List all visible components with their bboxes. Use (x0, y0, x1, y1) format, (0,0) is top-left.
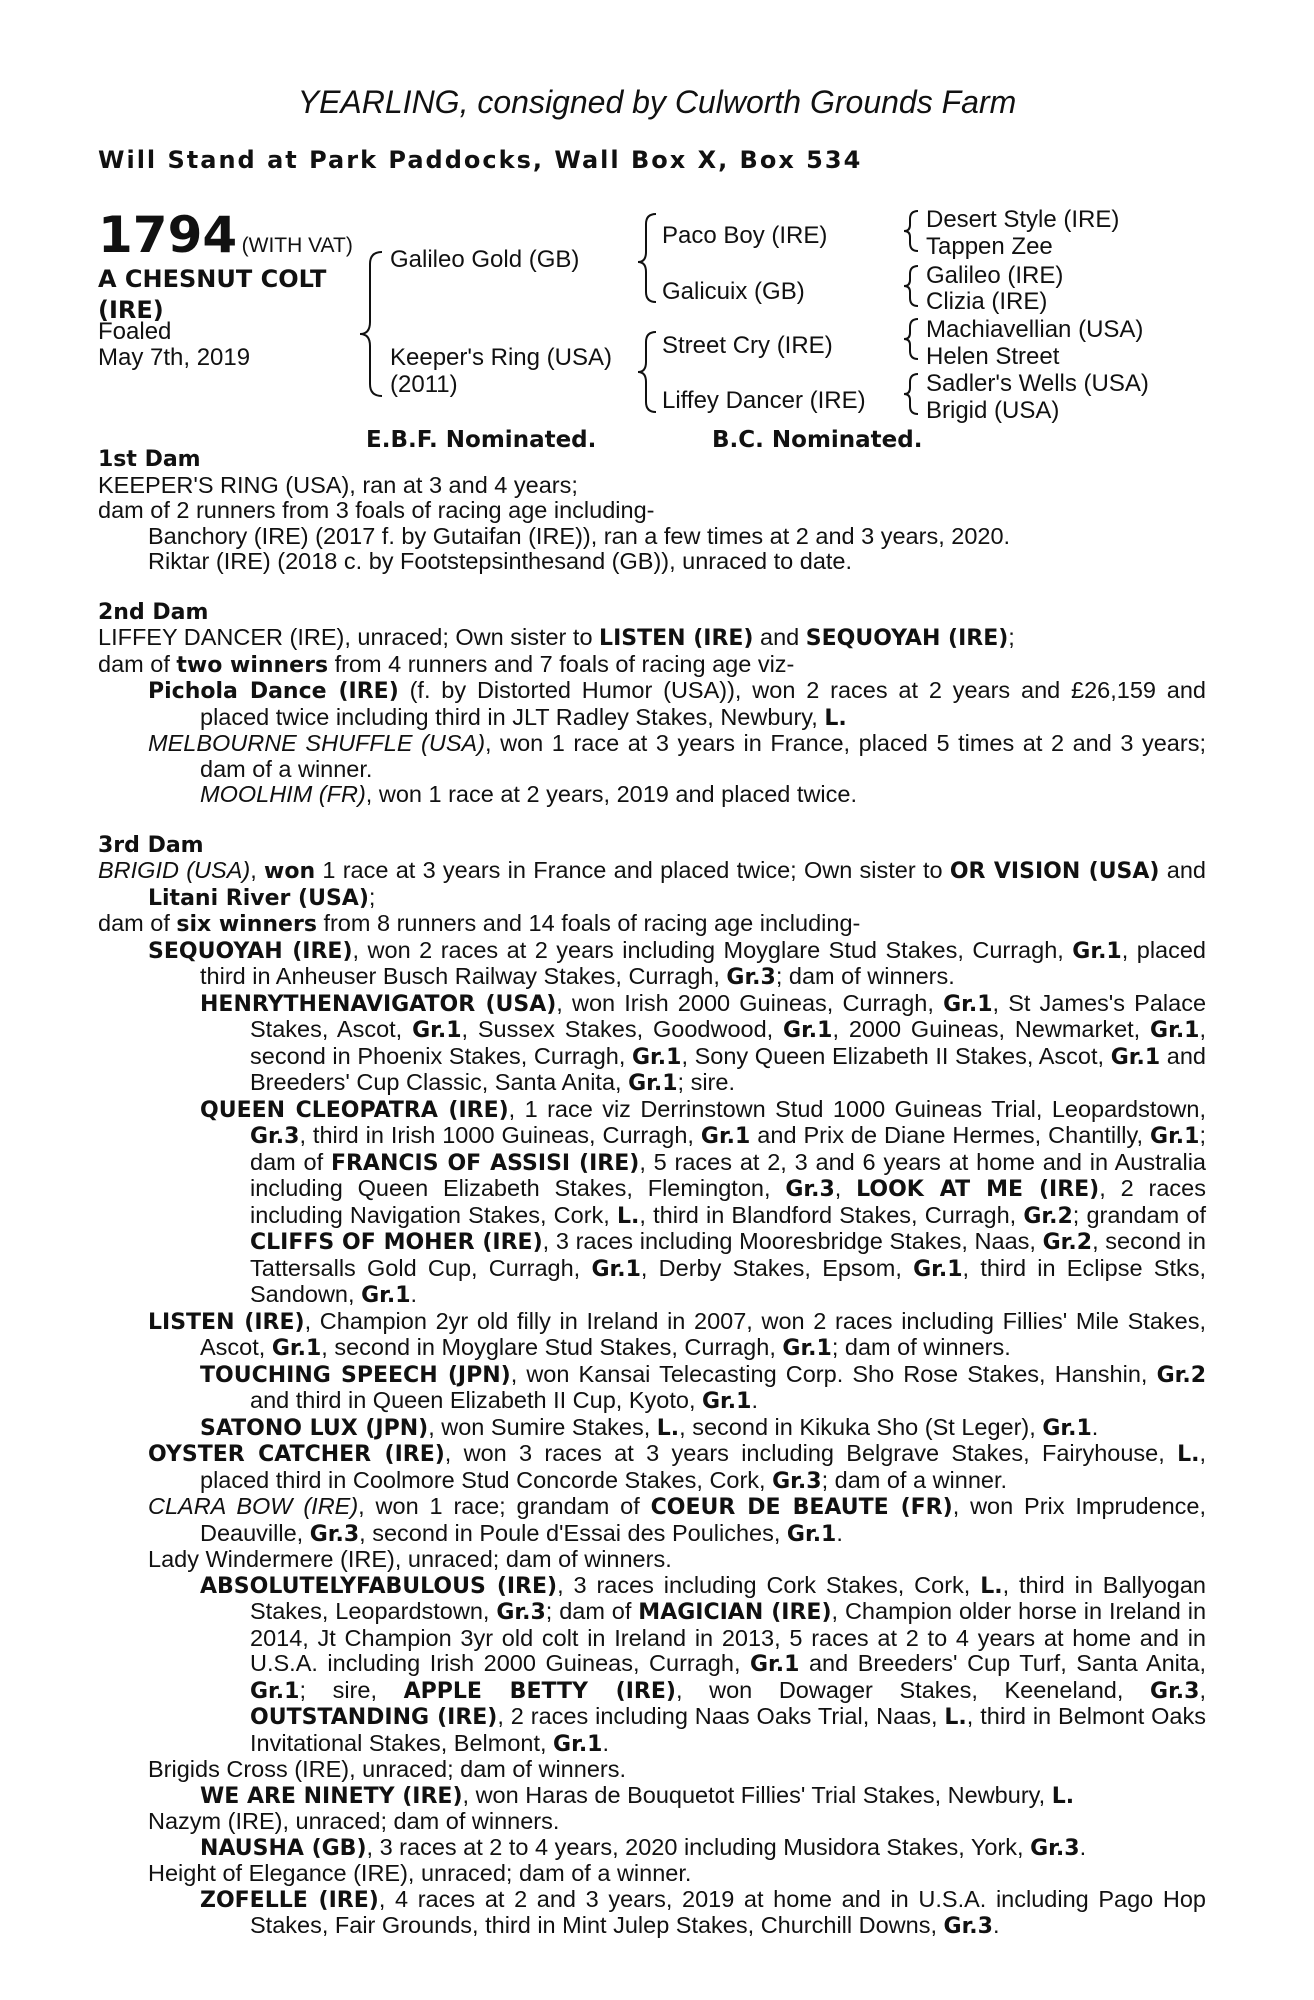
first-dam-line: KEEPER'S RING (USA), ran at 3 and 4 years; (98, 471, 578, 498)
pedigree-g3-8: Brigid (USA) (926, 397, 1060, 424)
produce-absolutelyfabulous: ABSOLUTELYFABULOUS (IRE), 3 races including Cork Stakes, Cork, L., third in Ballyogan Stakes, Leopardstown, Gr.3; dam of MAGICIAN (IRE), Champion older horse in Ireland in 2014, Jt Champion 3yr old colt in Ireland in 2013, 5 races at 2 to 4 years at home and in U.S.A. including Irish 2000 Guineas, Curragh, Gr.1 and Breeders' Cup Turf, Santa Anita, Gr.1; sire, APPLE BETTY (IRE), won Dowager Stakes, Keeneland, Gr.3, OUTSTANDING (IRE), 2 races including Naas Oaks Trial, Naas, L., third in Belmont Oaks Invitational Stakes, Belmont, Gr.1. (200, 1571, 1207, 1757)
pedigree-dam-dam: Liffey Dancer (IRE) (662, 387, 866, 414)
pedigree-g3-6: Helen Street (926, 343, 1060, 370)
produce-nausha: NAUSHA (GB), 3 races at 2 to 4 years, 2020 including Musidora Stakes, York, Gr.3. (200, 1833, 1087, 1861)
sire-brace (638, 214, 656, 302)
main-brace (360, 252, 382, 396)
produce-listen: LISTEN (IRE), Champion 2yr old filly in Ireland in 2007, won 2 races including Fillies' Mile Stakes, Ascot, Gr.1, second in Moyglare Stud Stakes, Curragh, Gr.1; dam of winners. (148, 1307, 1206, 1361)
produce-henrythenavigator: HENRYTHENAVIGATOR (USA), won Irish 2000 Guineas, Curragh, Gr.1, St James's Palace Stakes, Ascot, Gr.1, Sussex Stakes, Goodwood, Gr.1, 2000 Guineas, Newmarket, Gr.1, second in Phoenix Stakes, Curragh, Gr.1, Sony Queen Elizabeth II Stakes, Ascot, Gr.1 and Breeders' Cup Classic, Santa Anita, Gr.1; sire. (200, 989, 1207, 1096)
first-dam-foal: Riktar (IRE) (2018 c. by Footstepsinthesand (GB)), unraced to date. (148, 548, 853, 574)
pedigree-dam-year: (2011) (390, 371, 458, 398)
produce-clara-bow: CLARA BOW (IRE), won 1 race; grandam of COEUR DE BEAUTE (FR), won Prix Imprudence, Deauville, Gr.3, second in Poule d'Essai des Pouliches, Gr.1. (148, 1493, 1206, 1547)
foaled-label: Foaled (98, 318, 172, 345)
second-dam-produce: MOOLHIM (FR), won 1 race at 2 years, 2019 and placed twice. (200, 781, 857, 807)
pedigree-dam-sire: Street Cry (IRE) (662, 332, 833, 359)
first-dam-heading: 1st Dam (98, 447, 201, 472)
produce-sequoyah: SEQUOYAH (IRE), won 2 races at 2 years including Moyglare Stud Stakes, Curragh, Gr.1, placed third in Anheuser Busch Railway Stakes, Curragh, Gr.3; dam of winners. (148, 936, 1207, 990)
stand-location: Will Stand at Park Paddocks, Wall Box X, Box 534 (98, 146, 863, 174)
g3-brace-4 (904, 374, 918, 414)
second-dam-line: LIFFEY DANCER (IRE), unraced; Own sister to LISTEN (IRE) and SEQUOYAH (IRE); (98, 624, 1015, 651)
horse-origin: (IRE) (98, 296, 164, 324)
produce-nazym: Nazym (IRE), unraced; dam of winners. (148, 1808, 560, 1834)
dam-brace (638, 332, 656, 412)
third-dam-line: BRIGID (USA), won 1 race at 3 years in France and placed twice; Own sister to OR VISION (USA) and Litani River (USA); (98, 857, 1206, 911)
first-dam-foal: Banchory (IRE) (2017 f. by Gutaifan (IRE)), ran a few times at 2 and 3 years, 2020. (148, 522, 1011, 549)
g3-brace-3 (904, 319, 918, 359)
pedigree-g3-4: Clizia (IRE) (926, 288, 1048, 315)
third-dam-line: dam of six winners from 8 runners and 14 foals of racing age including- (98, 910, 861, 937)
pedigree-g3-1: Desert Style (IRE) (926, 206, 1120, 233)
first-dam-line: dam of 2 runners from 3 foals of racing age including- (98, 497, 655, 523)
produce-zofelle: ZOFELLE (IRE), 4 races at 2 and 3 years, 2019 at home and in U.S.A. including Pago Hop Stakes, Fair Grounds, third in Mint Julep Stakes, Churchill Downs, Gr.3. (200, 1885, 1207, 1939)
bc-nomination: B.C. Nominated. (712, 427, 923, 453)
dam-produce-record (98, 447, 1206, 1940)
consignment-title: YEARLING, consigned by Culworth Grounds Farm (297, 84, 1017, 120)
produce-we-are-ninety: WE ARE NINETY (IRE), won Haras de Bouquetot Fillies' Trial Stakes, Newbury, L. (200, 1781, 1075, 1809)
second-dam-line: dam of two winners from 4 runners and 7 foals of racing age viz- (98, 650, 795, 678)
vat-note: (WITH VAT) (241, 234, 353, 257)
pedigree-g3-2: Tappen Zee (926, 233, 1053, 260)
pedigree-g3-7: Sadler's Wells (USA) (926, 370, 1149, 397)
second-dam-produce: Pichola Dance (IRE) (f. by Distorted Humor (USA)), won 2 races at 2 years and £26,159 and placed twice including third in JLT Radley Stakes, Newbury, L. (148, 677, 1207, 731)
produce-oyster-catcher: OYSTER CATCHER (IRE), won 3 races at 3 years including Belgrave Stakes, Fairyhouse, L., placed third in Coolmore Stud Concorde Stakes, Cork, Gr.3; dam of a winner. (148, 1440, 1206, 1494)
horse-sex-color: A CHESNUT COLT (98, 265, 327, 293)
g3-brace-1 (904, 211, 918, 251)
pedigree-dam: Keeper's Ring (USA) (390, 344, 612, 371)
pedigree-g3-3: Galileo (IRE) (926, 262, 1064, 289)
lot-number: 1794 (98, 206, 238, 264)
pedigree-sire-sire: Paco Boy (IRE) (662, 222, 828, 249)
pedigree-sire-dam: Galicuix (GB) (662, 278, 805, 305)
produce-satono-lux: SATONO LUX (JPN), won Sumire Stakes, L., second in Kikuka Sho (St Leger), Gr.1. (200, 1413, 1099, 1441)
second-dam-produce: MELBOURNE SHUFFLE (USA), won 1 race at 3 years in France, placed 5 times at 2 and 3 years; dam of a winner. (148, 730, 1206, 782)
ebf-nomination: E.B.F. Nominated. (366, 427, 597, 453)
pedigree-sire: Galileo Gold (GB) (390, 246, 580, 273)
produce-touching-speech: TOUCHING SPEECH (JPN), won Kansai Telecasting Corp. Sho Rose Stakes, Hanshin, Gr.2 and third in Queen Elizabeth II Cup, Kyoto, Gr.1. (200, 1360, 1206, 1414)
pedigree-g3-5: Machiavellian (USA) (926, 316, 1144, 343)
foaled-date: May 7th, 2019 (98, 344, 251, 371)
third-dam-heading: 3rd Dam (98, 832, 204, 858)
produce-height-of-elegance: Height of Elegance (IRE), unraced; dam of a winner. (148, 1860, 692, 1886)
g3-brace-2 (904, 266, 918, 306)
produce-queen-cleopatra: QUEEN CLEOPATRA (IRE), 1 race viz Derrinstown Stud 1000 Guineas Trial, Leopardstown, Gr.3, third in Irish 1000 Guineas, Curragh, Gr.1 and Prix de Diane Hermes, Chantilly, Gr.1; dam of FRANCIS OF ASSISI (IRE), 5 races at 2, 3 and 6 years at home and in Australia including Queen Elizabeth Stakes, Flemington, Gr.3, LOOK AT ME (IRE), 2 races including Navigation Stakes, Cork, L., third in Blandford Stakes, Curragh, Gr.2; grandam of CLIFFS OF MOHER (IRE), 3 races including Mooresbridge Stakes, Naas, Gr.2, second in Tattersalls Gold Cup, Curragh, Gr.1, Derby Stakes, Epsom, Gr.1, third in Eclipse Stks, Sandown, Gr.1. (200, 1095, 1207, 1308)
produce-brigids-cross: Brigids Cross (IRE), unraced; dam of winners. (148, 1756, 626, 1782)
produce-lady-windermere: Lady Windermere (IRE), unraced; dam of winners. (148, 1546, 672, 1572)
second-dam-heading: 2nd Dam (98, 599, 209, 625)
